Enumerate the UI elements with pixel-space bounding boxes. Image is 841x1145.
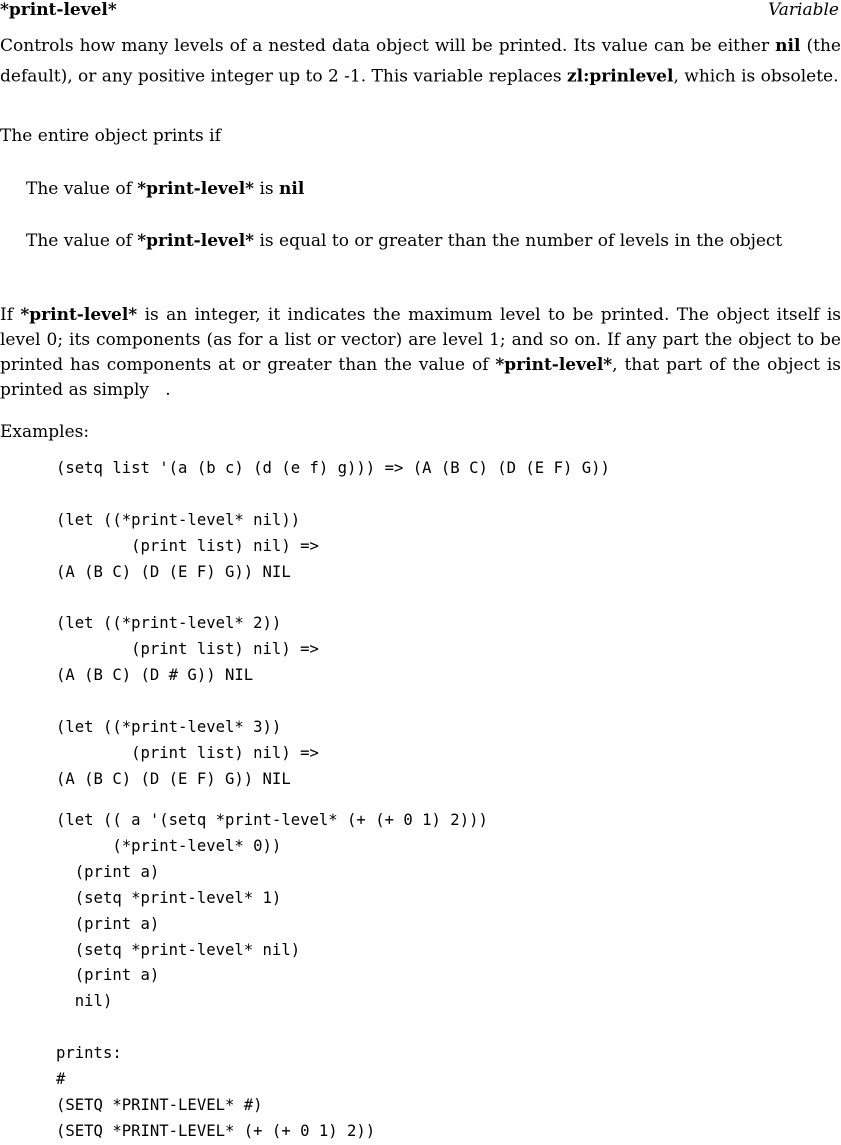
cond2-text-1: The value of — [26, 231, 138, 251]
cond1-text-2: is — [254, 179, 280, 199]
cond2-text-2: is equal to or greater than the number of levels in the object — [254, 231, 783, 251]
examples-label: Examples: — [0, 422, 90, 442]
intro-text-2: (the default), or any positive integer up to 2 — [0, 36, 841, 87]
explanation-paragraph — [0, 303, 841, 403]
code-example-block-2: (let (( a '(setq *print-level* (+ (+ 0 1) 2))) (*print-level* 0)) (print a) (setq *print-level* 1) (print a) (setq *print-level* nil) (print a) nil) prints: # (SETQ *PRINT-LEVEL* #) (SETQ *PRINT-LEVEL* (+ (+ 0 1) 2)) — [56, 811, 488, 1140]
intro-text-1: Controls how many levels of a nested data object will be printed. Its value can be either — [0, 36, 776, 56]
condition-greater — [26, 229, 841, 254]
cond2-bold-variable: *print-level* — [137, 231, 255, 251]
explain-text-4: . — [165, 380, 171, 400]
code-example-block-1: (setq list '(a (b c) (d (e f) g))) => (A (B C) (D (E F) G)) (let ((*print-level* nil)) (print list) nil) => (A (B C) (D (E F) G)) NIL (let ((*print-level* 2)) (print list) nil) => (A (B C) (D # G)) NIL (let ((*print-level* 3)) (print list) nil) => (A (B C) (D (E F) G)) NIL — [56, 459, 610, 788]
intro-text-4: , which is obsolete. — [673, 66, 839, 87]
explain-text-3: , that part of the object is printed as simply — [0, 355, 841, 400]
entry-name: *print-level* — [0, 0, 117, 20]
whole-object-paragraph: The entire object prints if — [0, 126, 221, 146]
cond1-text-1: The value of — [26, 179, 138, 199]
intro-paragraph — [0, 34, 841, 90]
explain-bold-variable-2: *print-level* — [495, 355, 613, 375]
intro-bold-prinlevel: zl:prinlevel — [566, 66, 674, 87]
cond1-bold-variable: *print-level* — [137, 179, 255, 199]
cond1-bold-nil: nil — [279, 179, 305, 199]
entry-kind: Variable — [768, 0, 839, 20]
intro-text-3: -1. This variable replaces — [338, 66, 567, 87]
explain-text-1: If — [0, 305, 21, 325]
explain-bold-variable-1: *print-level* — [20, 305, 138, 325]
entry-header — [0, 0, 841, 24]
explain-text-2: is an integer, it indicates the maximum level to be printed. The object itself is level 0; its components (as for a list or vector) are level 1; and so on. If any part the object to be printed has components at or greater than the value of — [0, 305, 841, 375]
condition-nil — [26, 177, 841, 202]
intro-bold-nil: nil — [775, 36, 801, 56]
